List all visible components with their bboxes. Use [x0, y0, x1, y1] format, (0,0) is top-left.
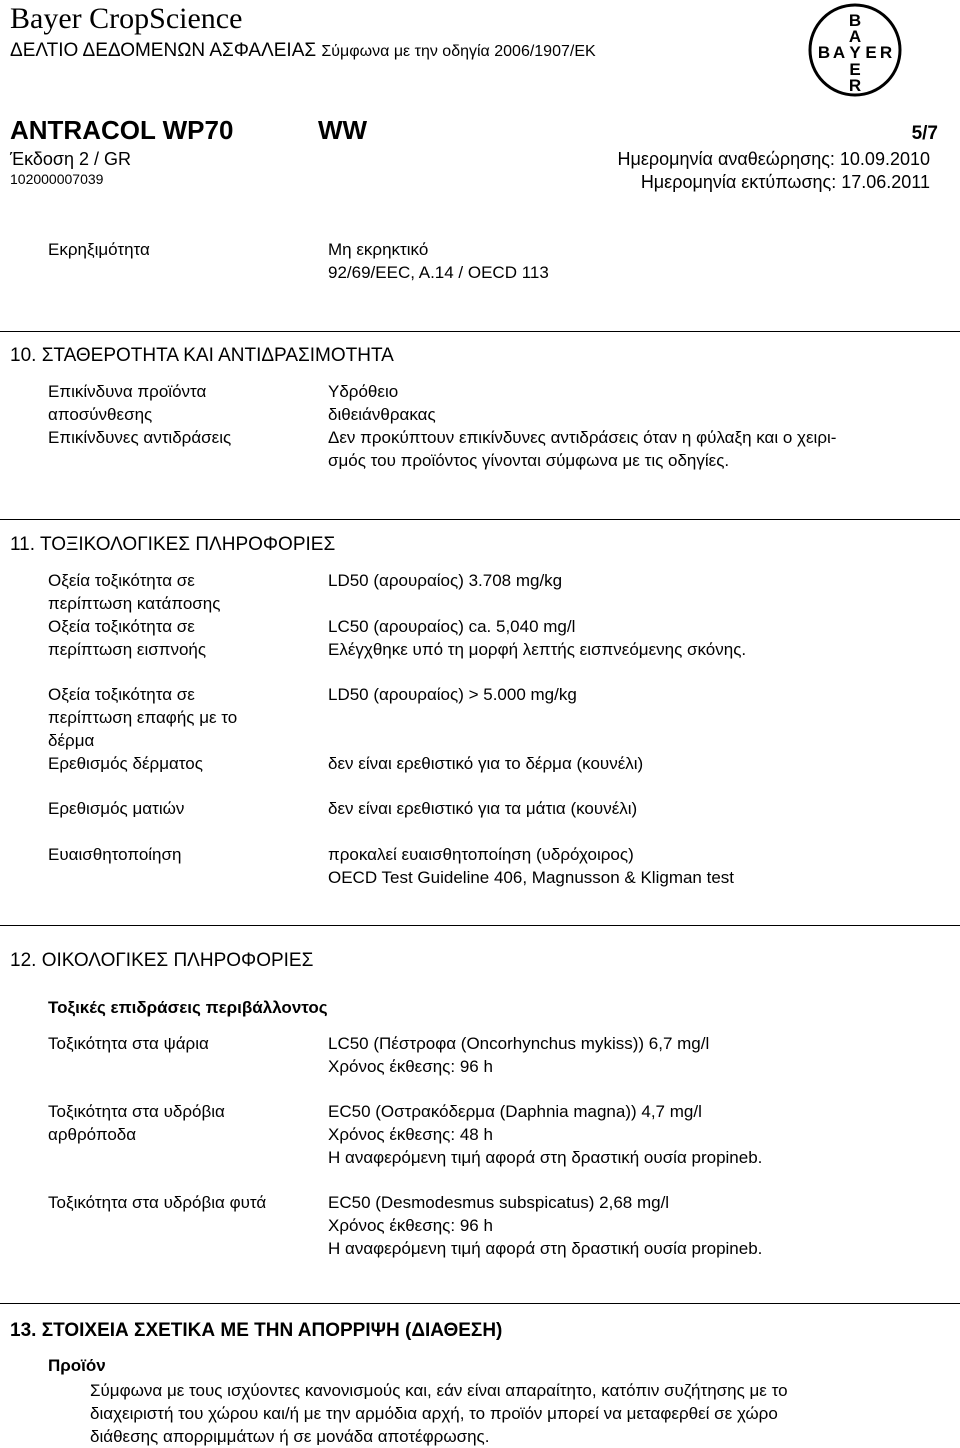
company-name: Bayer CropScience — [10, 2, 243, 35]
product-name: ANTRACOL WP70 — [10, 115, 234, 145]
value-line: Ελέγχθηκε υπό τη μορφή λεπτής εισπνεόμενης σκόνης. — [328, 640, 747, 659]
label-line: Τοξικότητα στα υδρόβια — [48, 1102, 225, 1121]
section-10-values — [328, 380, 836, 472]
section-divider — [0, 331, 960, 332]
section-divider — [0, 925, 960, 926]
value-line: OECD Test Guideline 406, Magnusson & Kligman test — [328, 868, 735, 887]
value-line: EC50 (Οστρακόδερμα (Daphnia magna)) 4,7 mg/l — [328, 1102, 702, 1121]
bayer-logo — [808, 2, 902, 98]
label-line: περίπτωση εισπνοής — [48, 640, 207, 659]
label-line: Οξεία τοξικότητα σε — [48, 617, 195, 636]
logo-letter: B — [848, 11, 862, 30]
edition: Έκδοση 2 / GR — [10, 149, 132, 169]
arthropod-toxicity-value — [328, 1100, 762, 1169]
product-suffix: WW — [318, 115, 368, 145]
doc-title-text: ΔΕΛΤΙΟ ΔΕΔΟΜΕΝΩΝ ΑΣΦΑΛΕΙΑΣ — [10, 40, 317, 61]
inhalation-toxicity-label — [48, 615, 206, 661]
value-line: Χρόνος έκθεσης: 96 h — [328, 1057, 493, 1076]
label-line: Οξεία τοξικότητα σε — [48, 571, 195, 590]
logo-letter: E — [849, 60, 861, 79]
label-line: Επικίνδυνα προϊόντα — [48, 382, 207, 401]
value-line: Χρόνος έκθεσης: 48 h — [328, 1125, 493, 1144]
section-divider — [0, 1303, 960, 1304]
logo-letter: B — [817, 43, 831, 62]
section-13-title: 13. ΣΤΟΙΧΕΙΑ ΣΧΕΤΙΚΑ ΜΕ ΤΗΝ ΑΠΟΡΡΙΨΗ (ΔΙΑΘΕΣΗ) — [10, 1320, 503, 1341]
arthropod-toxicity-label — [48, 1100, 225, 1146]
revision-date: Ημερομηνία αναθεώρησης: 10.09.2010 — [617, 149, 930, 169]
value-line: LC50 (Πέστροφα (Oncorhynchus mykiss)) 6,7 mg/l — [328, 1034, 710, 1053]
section-12-title: 12. ΟΙΚΟΛΟΓΙΚΕΣ ΠΛΗΡΟΦΟΡΙΕΣ — [10, 950, 314, 971]
label-line: Τοξικότητα στα ψάρια — [48, 1034, 209, 1053]
sensitisation-label: Ευαισθητοποίηση — [48, 845, 182, 864]
oral-toxicity-value — [328, 569, 562, 592]
skin-irritation-label: Ερεθισμός δέρματος — [48, 754, 203, 773]
logo-letter: A — [832, 43, 846, 62]
value-line: Μη εκρηκτικό — [328, 240, 429, 259]
value-line: Η αναφερόμενη τιμή αφορά στη δραστική ουσία propineb. — [328, 1239, 763, 1258]
value-line: Η αναφερόμενη τιμή αφορά στη δραστική ουσία propineb. — [328, 1148, 763, 1167]
value-line: Υδρόθειο — [328, 382, 399, 401]
section-divider — [0, 519, 960, 520]
eye-irritation-label: Ερεθισμός ματιών — [48, 799, 185, 818]
value-line: Χρόνος έκθεσης: 96 h — [328, 1216, 493, 1235]
value-line: διθειάνθρακας — [328, 405, 436, 424]
value-line: EC50 (Desmodesmus subspicatus) 2,68 mg/l — [328, 1193, 670, 1212]
print-date: Ημερομηνία εκτύπωσης: 17.06.2011 — [640, 172, 930, 192]
value-line: LD50 (αρουραίος) > 5.000 mg/kg — [328, 685, 577, 704]
label-line: Επικίνδυνες αντιδράσεις — [48, 428, 232, 447]
fish-toxicity-value — [328, 1032, 709, 1078]
fish-toxicity-label — [48, 1032, 209, 1055]
label-line: Οξεία τοξικότητα σε — [48, 685, 195, 704]
sensitisation-value — [328, 843, 734, 889]
document-code: 102000007039 — [10, 171, 104, 187]
logo-letter: A — [848, 27, 862, 46]
label-line: περίπτωση κατάποσης — [48, 594, 221, 613]
dermal-toxicity-label — [48, 683, 237, 752]
disposal-paragraph — [90, 1379, 950, 1448]
value-line: σμός του προϊόντος γίνονται σύμφωνα με τις οδηγίες. — [328, 451, 730, 470]
logo-letter: R — [879, 43, 893, 62]
paragraph-line: Σύμφωνα με τους ισχύοντες κανονισμούς και, εάν είναι απαραίτητο, κατόπιν συζήτησης με το — [90, 1381, 788, 1400]
dermal-toxicity-value — [328, 683, 577, 706]
oral-toxicity-label — [48, 569, 220, 615]
plant-toxicity-value — [328, 1191, 762, 1260]
logo-letter: E — [865, 43, 877, 62]
section-12-subtitle: Τοξικές επιδράσεις περιβάλλοντος — [48, 998, 328, 1017]
logo-letter: Y — [849, 43, 861, 62]
value-line: Δεν προκύπτουν επικίνδυνες αντιδράσεις όταν η φύλαξη και ο χειρι- — [328, 428, 837, 447]
logo-letter: R — [848, 76, 862, 95]
plant-toxicity-label — [48, 1191, 266, 1214]
explosive-label: Εκρηξιμότητα — [48, 240, 150, 259]
label-line: αποσύνθεσης — [48, 405, 153, 424]
paragraph-line: διαχειριστή του χώρου και/ή με την αρμόδια αρχή, το προϊόν μπορεί να μεταφερθεί σε χώρο — [90, 1404, 778, 1423]
document-title — [10, 40, 596, 62]
value-line: προκαλεί ευαισθητοποίηση (υδρόχοιρος) — [328, 845, 634, 864]
value-line: LC50 (αρουραίος) ca. 5,040 mg/l — [328, 617, 576, 636]
section-10-title: 10. ΣΤΑΘΕΡΟΤΗΤΑ ΚΑΙ ΑΝΤΙΔΡΑΣΙΜΟΤΗΤΑ — [10, 345, 394, 366]
label-line: Τοξικότητα στα υδρόβια φυτά — [48, 1193, 267, 1212]
label-line: αρθρόποδα — [48, 1125, 137, 1144]
eye-irritation-value: δεν είναι ερεθιστικό για τα μάτια (κουνέλι) — [328, 799, 638, 818]
inhalation-toxicity-value — [328, 615, 746, 661]
explosive-value — [328, 238, 549, 284]
section-10-labels — [48, 380, 231, 449]
directive-text: Σύμφωνα με την οδηγία 2006/1907/ΕΚ — [321, 43, 596, 60]
section-13-subtitle: Προϊόν — [48, 1356, 106, 1375]
skin-irritation-value: δεν είναι ερεθιστικό για το δέρμα (κουνέλι) — [328, 754, 644, 773]
label-line: περίπτωση επαφής με το — [48, 708, 238, 727]
label-line: δέρμα — [48, 731, 95, 750]
section-11-title: 11. ΤΟΞΙΚΟΛΟΓΙΚΕΣ ΠΛΗΡΟΦΟΡΙΕΣ — [10, 534, 336, 555]
value-line: LD50 (αρουραίος) 3.708 mg/kg — [328, 571, 563, 590]
page-number: 5/7 — [911, 123, 938, 144]
paragraph-line: διάθεσης απορριμμάτων ή σε μονάδα αποτέφρωσης. — [90, 1427, 490, 1446]
value-line: 92/69/EEC, A.14 / OECD 113 — [328, 263, 549, 282]
